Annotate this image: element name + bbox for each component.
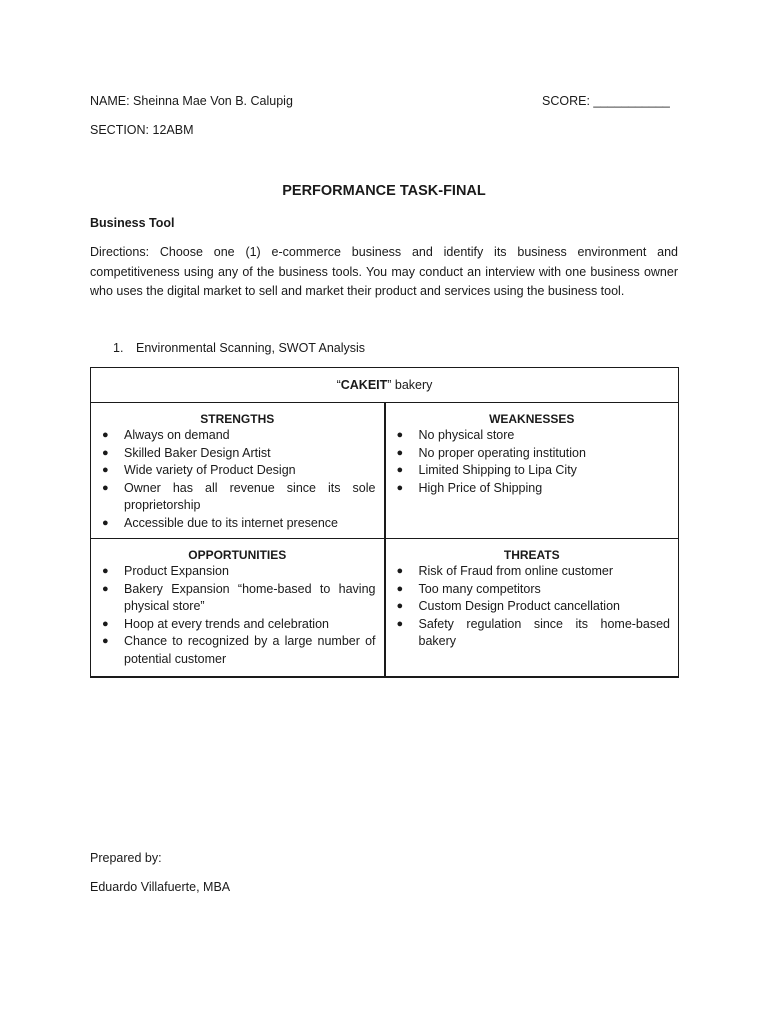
prepared-by-label: Prepared by:: [90, 851, 162, 865]
document-subtitle: Business Tool: [90, 216, 175, 230]
opportunities-list: [99, 563, 376, 668]
list-item: ● Always on demand: [99, 427, 376, 445]
swot-table: [90, 367, 679, 678]
strengths-title: STRENGTHS: [200, 412, 275, 426]
bullet-icon: ●: [396, 582, 404, 595]
strengths-cell: [91, 403, 385, 539]
list-item: ● Too many competitors: [394, 581, 671, 599]
threats-title: THREATS: [503, 548, 560, 562]
list-item: ● Product Expansion: [99, 563, 376, 581]
bullet-icon: ●: [102, 635, 109, 647]
header-open-quote: “: [336, 378, 341, 392]
list-item: ● Safety regulation since its home-based bakery: [396, 616, 670, 648]
list-item: ● Limited Shipping to Lipa City: [394, 462, 671, 480]
list-item: ● High Price of Shipping: [394, 480, 671, 498]
swot-header: [91, 368, 679, 403]
bullet-icon: ●: [102, 429, 109, 441]
opportunities-cell: [91, 539, 385, 678]
threats-list: [394, 563, 671, 651]
directions-paragraph: Directions: Choose one (1) e-commerce business and identify its business environment and competitiveness using any of the business tools. You may conduct an interview with one business owner who uses the digital market to sell and market their product and services using the business tool.: [90, 245, 678, 298]
bullet-icon: ●: [102, 481, 109, 494]
list-item: ● Wide variety of Product Design: [99, 462, 376, 480]
bullet-icon: ●: [396, 464, 404, 476]
bullet-icon: ●: [102, 617, 109, 630]
preparer-name: Eduardo Villafuerte, MBA: [90, 880, 231, 894]
list-item: ● Accessible due to its internet presence: [99, 515, 376, 533]
list-item: ● No physical store: [394, 427, 671, 445]
opportunities-title: OPPORTUNITIES: [188, 548, 287, 562]
list-item: ● Owner has all revenue since its sole proprietorship: [102, 480, 376, 512]
bullet-icon: ●: [396, 429, 404, 441]
business-type: ” bakery: [387, 378, 433, 392]
list-item: ● Skilled Baker Design Artist: [99, 445, 376, 463]
list-item-text: Environmental Scanning, SWOT Analysis: [136, 341, 366, 355]
list-item: ● Hoop at every trends and celebration: [99, 616, 376, 634]
bullet-icon: ●: [102, 582, 109, 595]
list-item: ● No proper operating institution: [394, 445, 671, 463]
score-field: SCORE: ___________: [542, 94, 670, 108]
student-section: SECTION: 12ABM: [90, 123, 194, 137]
bullet-icon: ●: [396, 600, 404, 612]
weaknesses-cell: [385, 403, 679, 539]
bullet-icon: ●: [102, 464, 109, 476]
business-name: CAKEIT: [340, 378, 388, 392]
list-item: ● Custom Design Product cancellation: [394, 598, 671, 616]
threats-cell: [385, 539, 679, 678]
bullet-icon: ●: [102, 446, 109, 459]
bullet-icon: ●: [396, 617, 404, 630]
weaknesses-list: [394, 427, 671, 497]
strengths-list: [99, 427, 376, 532]
bullet-icon: ●: [396, 481, 404, 494]
document-title: PERFORMANCE TASK-FINAL: [282, 183, 486, 199]
list-item-number: 1.: [113, 341, 124, 355]
list-item: ● Risk of Fraud from online customer: [394, 563, 671, 581]
list-item: ● Bakery Expansion “home-based to having physical store”: [102, 581, 376, 613]
bullet-icon: ●: [396, 565, 404, 577]
bullet-icon: ●: [396, 446, 404, 459]
bullet-icon: ●: [102, 516, 109, 529]
bullet-icon: ●: [102, 565, 109, 577]
weaknesses-title: WEAKNESSES: [489, 412, 575, 426]
student-name: NAME: Sheinna Mae Von B. Calupig: [90, 94, 293, 108]
list-item: ● Chance to recognized by a large number of potential customer: [102, 634, 376, 666]
